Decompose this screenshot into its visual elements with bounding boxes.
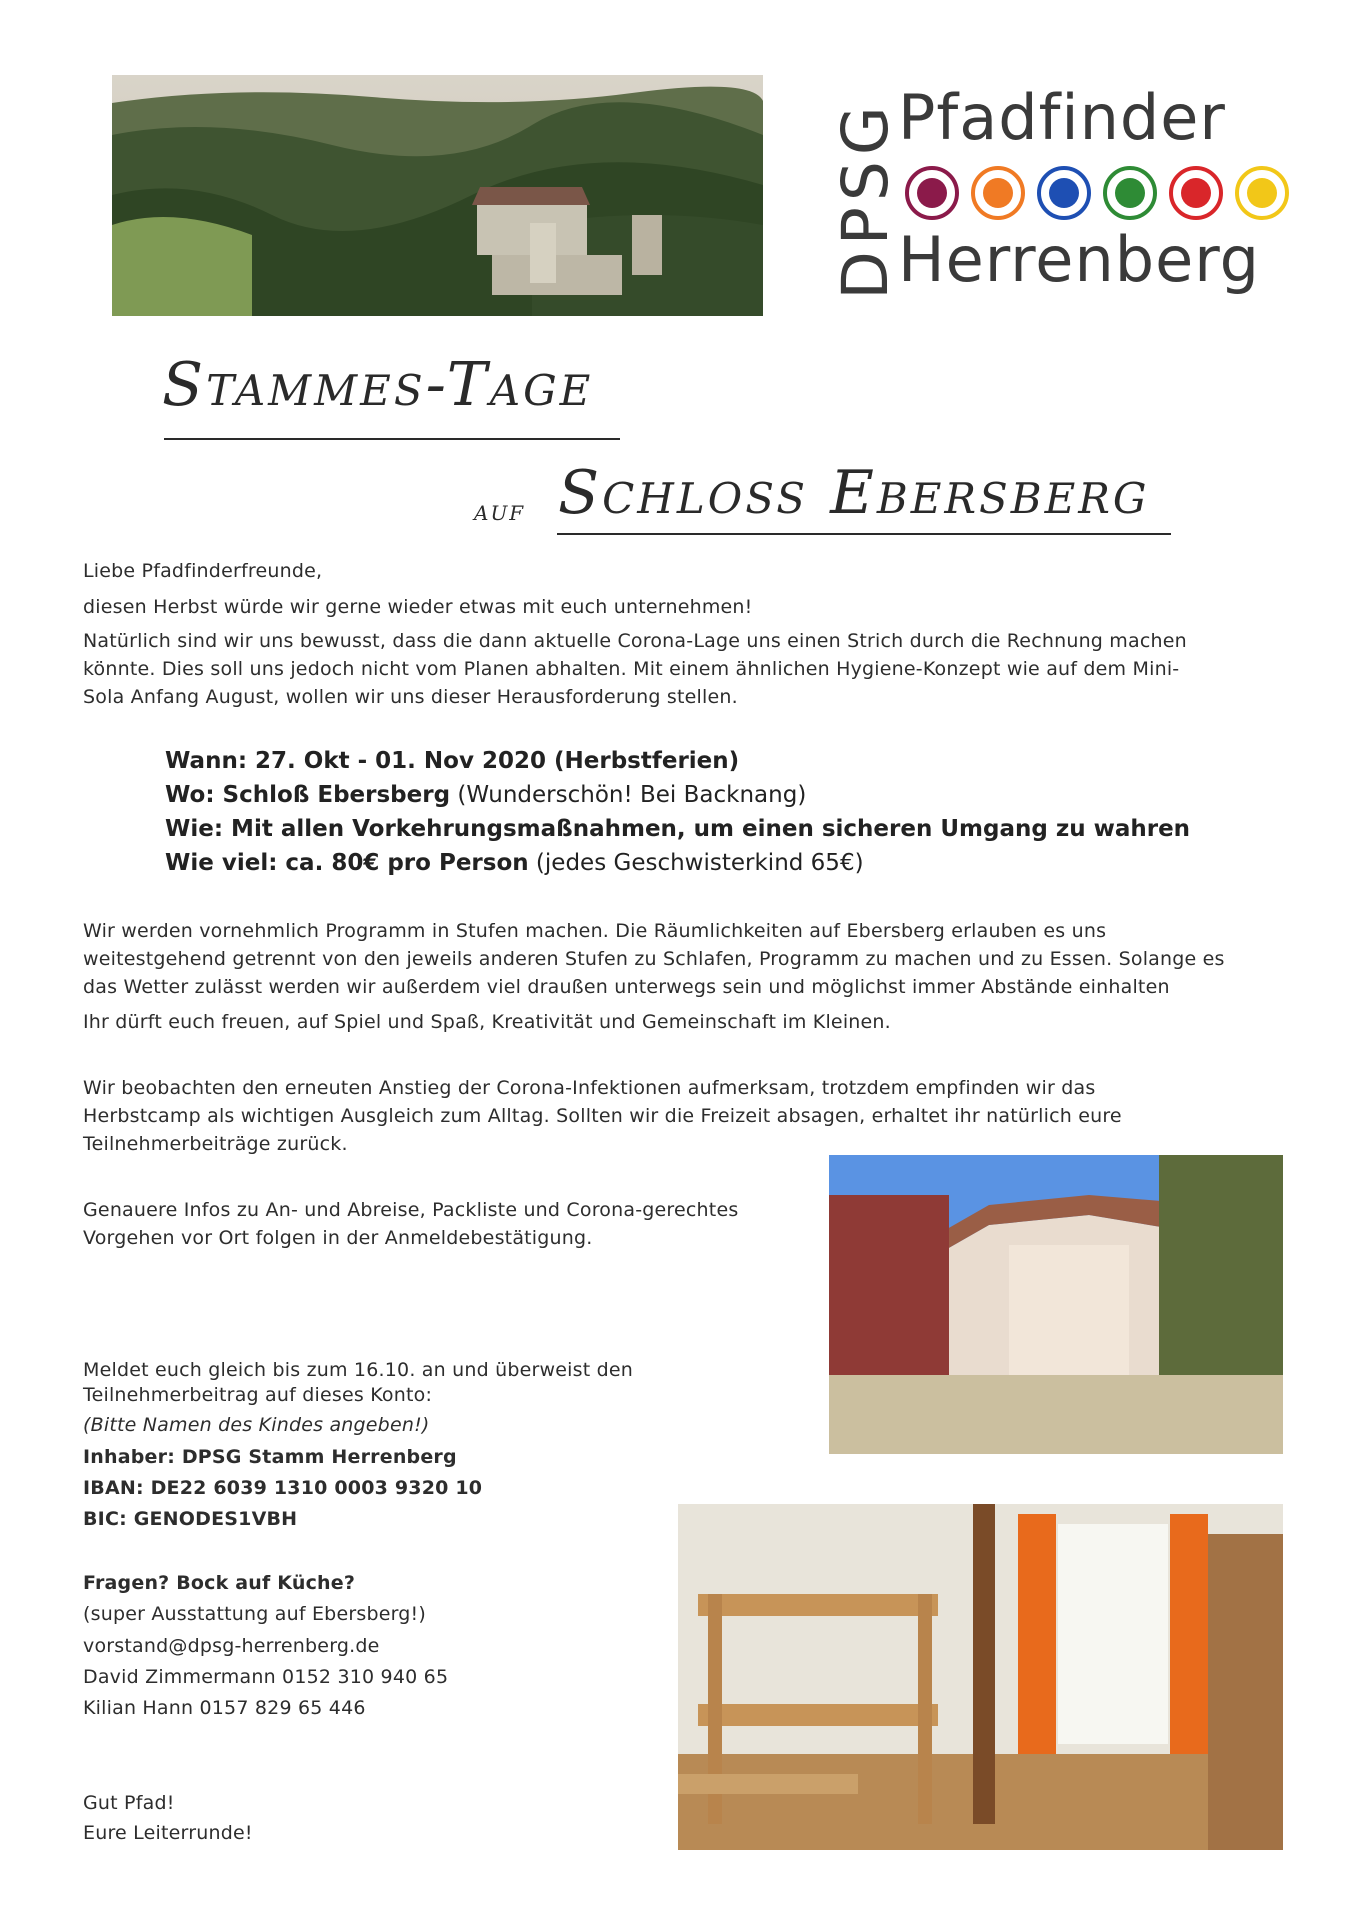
bank-owner: Inhaber: DPSG Stamm Herrenberg	[83, 1446, 457, 1468]
program-line-3: das Wetter zulässt werden wir außerdem viel draußen unterwegs sein und möglichst immer Abstände einhalten	[83, 976, 1170, 998]
signup-line-1: Meldet euch gleich bis zum 16.10. an und überweist den	[83, 1359, 634, 1381]
fact-wann: Wann: 27. Okt - 01. Nov 2020 (Herbstferien)	[165, 748, 740, 774]
fun-line: Ihr dürft euch freuen, auf Spiel und Spaß, Kreativität und Gemeinschaft im Kleinen.	[83, 1011, 891, 1033]
contact-note: (super Ausstattung auf Ebersberg!)	[83, 1603, 426, 1625]
program-line-1: Wir werden vornehmlich Programm in Stufen machen. Die Räumlichkeiten auf Ebersberg erlauben es uns	[83, 920, 1107, 942]
contact-person-1: David Zimmermann 0152 310 940 65	[83, 1666, 449, 1688]
infos-line-1: Genauere Infos zu An- und Abreise, Packliste und Corona-gerechtes	[83, 1199, 739, 1221]
title-auf: auf	[474, 494, 526, 527]
cloud-icon	[1237, 168, 1287, 218]
contact-email: vorstand@dpsg-herrenberg.de	[83, 1635, 380, 1657]
intro-line-2: diesen Herbst würde wir gerne wieder etwas mit euch unternehmen!	[83, 596, 753, 618]
contact-question: Fragen? Bock auf Küche?	[83, 1572, 356, 1594]
dpsg-logo	[826, 81, 1296, 308]
corona-line-2: Herbstcamp als wichtigen Ausgleich zum Alltag. Sollten wir die Freizeit absagen, erhaltet ihr natürlich eure	[83, 1105, 1122, 1127]
title-underline-2	[557, 533, 1171, 535]
infos-line-2: Vorgehen vor Ort folgen in der Anmeldebestätigung.	[83, 1227, 593, 1249]
bank-bic: BIC: GENODES1VBH	[83, 1508, 298, 1530]
logo-pfadfinder-text: Pfadfinder	[898, 81, 1226, 154]
title-line-1: Stammes-Tage	[162, 350, 594, 420]
wolf-icon	[973, 168, 1023, 218]
tree-icon	[1105, 168, 1155, 218]
corona-line-1: Wir beobachten den erneuten Anstieg der Corona-Infektionen aufmerksam, trotzdem empfinden wir das	[83, 1077, 1096, 1099]
bank-iban: IBAN: DE22 6039 1310 0003 9320 10	[83, 1477, 483, 1499]
corona-line-3: Teilnehmerbeiträge zurück.	[83, 1133, 348, 1155]
logo-dpsg-text: DPSG	[829, 100, 902, 300]
signup-line-2: Teilnehmerbeitrag auf dieses Konto:	[83, 1384, 433, 1406]
dormitory-photo	[678, 1504, 1283, 1850]
drop-icon	[1039, 168, 1089, 218]
intro-para-3: Sola Anfang August, wollen wir uns dieser Herausforderung stellen.	[83, 686, 738, 708]
title-line-2: Schloss Ebersberg	[558, 458, 1150, 528]
program-line-2: weitestgehend getrennt von den jeweils anderen Stufen zu Schlafen, Programm zu machen und zu Essen. Solange es	[83, 948, 1225, 970]
intro-para-2: könnte. Dies soll uns jedoch nicht vom Planen abhalten. Mit einem ähnlichen Hygiene-Konzept wie auf dem Mini-	[83, 658, 1180, 680]
bank-note: (Bitte Namen des Kindes angeben!)	[83, 1414, 430, 1436]
logo-herrenberg-text: Herrenberg	[898, 223, 1260, 296]
fact-wo: Wo: Schloß Ebersberg (Wunderschön! Bei Backnang)	[165, 782, 807, 808]
contact-person-2: Kilian Hann 0157 829 65 446	[83, 1697, 366, 1719]
flame-icon	[1171, 168, 1221, 218]
intro-greeting: Liebe Pfadfinderfreunde,	[83, 560, 323, 582]
fact-wie: Wie: Mit allen Vorkehrungsmaßnahmen, um einen sicheren Umgang zu wahren	[165, 816, 1191, 842]
castle-aerial-photo	[112, 75, 763, 316]
intro-para-1: Natürlich sind wir uns bewusst, dass die dann aktuelle Corona-Lage uns einen Strich durch die Rechnung machen	[83, 630, 1187, 652]
lily-icon	[907, 168, 957, 218]
closing-line-2: Eure Leiterrunde!	[83, 1822, 253, 1844]
logo-stufen-circles	[904, 163, 1304, 223]
title-underline-1	[164, 438, 620, 440]
fact-wieviel: Wie viel: ca. 80€ pro Person (jedes Geschwisterkind 65€)	[165, 850, 864, 876]
courtyard-photo	[829, 1155, 1283, 1454]
closing-line-1: Gut Pfad!	[83, 1792, 175, 1814]
